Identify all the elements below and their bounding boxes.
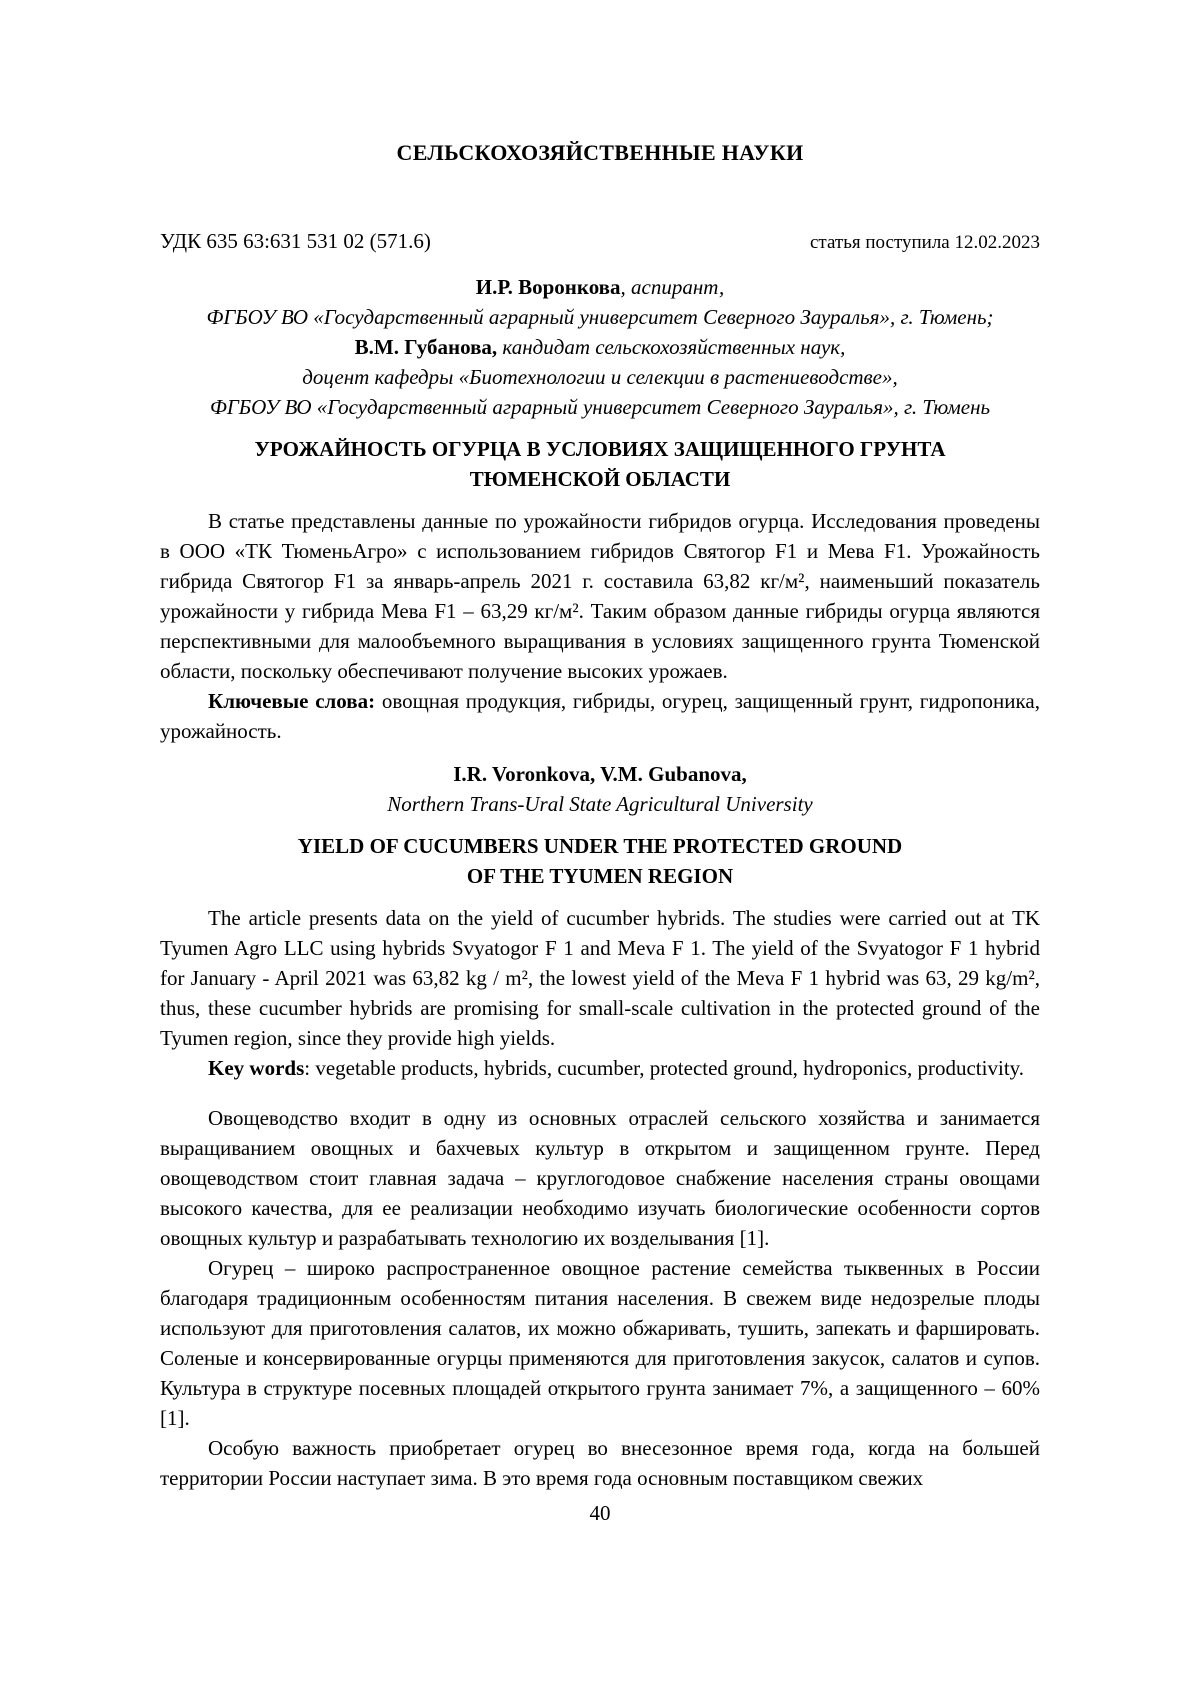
author-ru-degree-1: , аспирант, (620, 275, 725, 299)
abstract-ru (160, 506, 1040, 746)
abstract-en-text: The article presents data on the yield of cucumber hybrids. The studies were carried out at TK Tyumen Agro LLC using hybrids Svyatogor F 1 and Meva F 1. The yield of the Svyatogor F 1 hybrid for January - April 2021 was 63,82 kg / m², the lowest yield of the Meva F 1 hybrid was 63, 29 kg/m², thus, these cucumber hybrids are promising for small-scale cultivation in the protected ground of the Tyumen region, since they provide high yields. (160, 906, 1040, 1050)
keywords-en (160, 1053, 1040, 1083)
title-ru-line-2: ТЮМЕНСКОЙ ОБЛАСТИ (469, 467, 731, 491)
title-ru (160, 434, 1040, 494)
keywords-ru-label: Ключевые слова: (208, 689, 376, 713)
page-number: 40 (589, 1501, 611, 1525)
author-ru-degree-2: кандидат сельскохозяйственных наук, (497, 335, 846, 359)
author-ru-position-2: доцент кафедры «Биотехнологии и селекции в растениеводстве», (302, 365, 898, 389)
title-en-line-1: YIELD OF CUCUMBERS UNDER THE PROTECTED GROUND (297, 834, 903, 858)
title-en (160, 831, 1040, 891)
body-paragraph-2: Огурец – широко распространенное овощное растение семейства тыквенных в России благодаря традиционным особенностям питания населения. В свежем виде недозрелые плоды используют для приготовления салатов, их можно обжаривать, тушить, запекать и фаршировать. Соленые и консервированные огурцы применяются для приготовления закусок, салатов и супов. Культура в структуре посевных площадей открытого грунта занимает 7%, а защищенного – 60% [1]. (160, 1256, 1040, 1430)
authors-ru-block (160, 272, 1040, 422)
received-date: статья поступила 12.02.2023 (810, 232, 1040, 253)
authors-en-affiliation: Northern Trans-Ural State Agricultural University (387, 792, 813, 816)
keywords-ru (160, 686, 1040, 746)
section-header: СЕЛЬСКОХОЗЯЙСТВЕННЫЕ НАУКИ (396, 140, 804, 165)
authors-en-names: I.R. Voronkova, V.M. Gubanova, (453, 762, 747, 786)
body-paragraph-1: Овощеводство входит в одну из основных отраслей сельского хозяйства и занимается выращиванием овощных и бахчевых культур в открытом и защищенном грунте. Перед овощеводством стоит главная задача – круглогодовое снабжение населения страны овощами высокого качества, для ее реализации необходимо изучать биологические особенности сортов овощных культур и разрабатывать технологию их возделывания [1]. (160, 1106, 1040, 1250)
title-en-line-2: OF THE TYUMEN REGION (466, 864, 734, 888)
keywords-en-text: : vegetable products, hybrids, cucumber, protected ground, hydroponics, productivity. (304, 1056, 1025, 1080)
keywords-en-label: Key words (208, 1056, 305, 1080)
article-body (160, 1103, 1040, 1493)
author-ru-name-2: В.М. Губанова, (354, 335, 498, 359)
udk-row (160, 226, 1040, 258)
title-ru-line-1: УРОЖАЙНОСТЬ ОГУРЦА В УСЛОВИЯХ ЗАЩИЩЕННОГО ГРУНТА (254, 437, 946, 461)
author-ru-line-2 (160, 332, 1040, 362)
abstract-en (160, 903, 1040, 1083)
udk-number: УДК 635 63:631 531 02 (571.6) (160, 229, 431, 253)
keywords-ru-text: овощная продукция, гибриды, огурец, защищенный грунт, гидропоника, урожайность. (160, 689, 1040, 743)
author-ru-line-1 (160, 272, 1040, 302)
author-ru-affiliation-2: ФГБОУ ВО «Государственный аграрный университет Северного Зауралья», г. Тюмень (209, 395, 991, 419)
author-ru-affiliation-1: ФГБОУ ВО «Государственный аграрный университет Северного Зауралья», г. Тюмень; (206, 305, 994, 329)
author-ru-name-1: И.Р. Воронкова (475, 275, 621, 299)
authors-en-block (160, 759, 1040, 819)
abstract-ru-text: В статье представлены данные по урожайности гибридов огурца. Исследования проведены в ООО «ТК ТюменьАгро» с использованием гибридов Святогор F1 и Мева F1. Урожайность гибрида Святогор F1 за январь-апрель 2021 г. составила 63,82 кг/м², наименьший показатель урожайности у гибрида Мева F1 – 63,29 кг/м². Таким образом данные гибриды огурца являются перспективными для малообъемного выращивания в условиях защищенного грунта Тюменской области, поскольку обеспечивают получение высоких урожаев. (160, 509, 1040, 683)
body-paragraph-3: Особую важность приобретает огурец во внесезонное время года, когда на большей территории России наступает зима. В это время года основным поставщиком свежих (160, 1436, 1040, 1490)
